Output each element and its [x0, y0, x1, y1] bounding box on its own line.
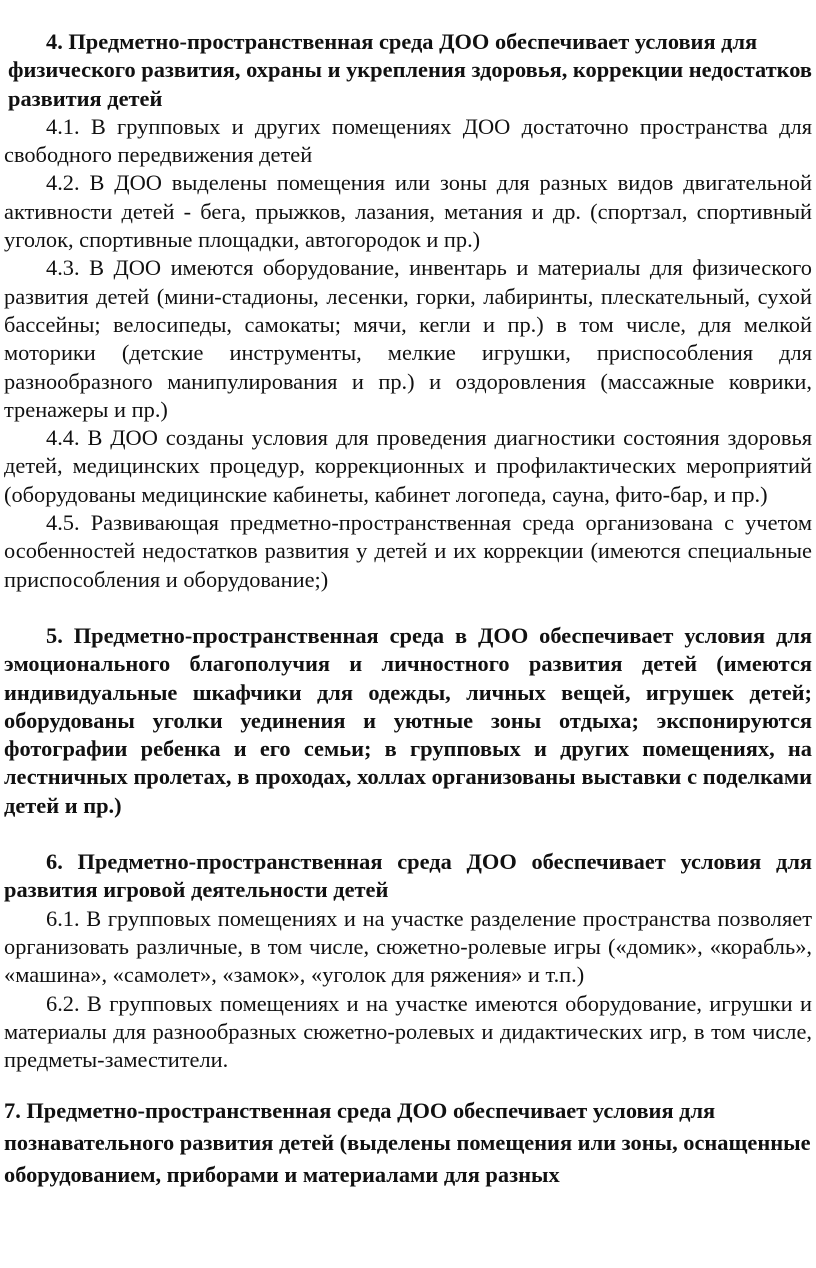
section-heading: 5. Предметно-пространственная среда в ДОО обеспечивает условия для эмоционального благополучия и личностного развития детей (имеются индивидуальные шкафчики для одежды, личных вещей, игрушек детей; оборудованы уголки уединения и уютные зоны отдыха; экспонируются фотографии ребенка и его семьи; в групповых и других помещениях, на лестничных пролетах, в проходах, холлах организованы выставки с поделками детей и пр.) — [4, 622, 812, 818]
section-7 — [4, 1095, 812, 1191]
paragraph-4-5: 4.5. Развивающая предметно-пространственная среда организована с учетом особенностей недостатков развития у детей и их коррекции (имеются специальные приспособления и оборудование;) — [4, 510, 812, 592]
section-heading: 7. Предметно-пространственная среда ДОО обеспечивает условия для познавательного развития детей (выделены помещения или зоны, оснащенные оборудованием, приборами и материалами для разных — [4, 1098, 811, 1188]
section-heading: 6. Предметно-пространственная среда ДОО обеспечивает условия для развития игровой деятельности детей — [4, 849, 812, 903]
section-4 — [4, 28, 812, 594]
section-6 — [4, 848, 812, 1074]
paragraph-4-1: 4.1. В групповых и других помещениях ДОО достаточно пространства для свободного передвижения детей — [4, 113, 812, 168]
paragraph-4-2: 4.2. В ДОО выделены помещения или зоны для разных видов двигательной активности детей - бега, прыжков, лазания, метания и др. (спортзал, спортивный уголок, спортивные площадки, автогородок и пр.) — [4, 170, 812, 253]
section-heading: 4. Предметно-пространственная среда ДОО обеспечивает условия для физического развития, охраны и укрепления здоровья, коррекции недостатков развития детей — [8, 29, 812, 111]
paragraph-4-3: 4.3. В ДОО имеются оборудование, инвентарь и материалы для физического развития детей (мини-стадионы, лесенки, горки, лабиринты, плескательный, сухой бассейны; велосипеды, самокаты; мячи, кегли и пр.) в том числе, для мелкой моторики (детские инструменты, мелкие игрушки, приспособления для разнообразного манипулирования и пр.) и оздоровления (массажные коврики, тренажеры и пр.) — [4, 255, 812, 422]
paragraph-6-1: 6.1. В групповых помещениях и на участке разделение пространства позволяет организовать различные, в том числе, сюжетно-ролевые игры («домик», «корабль», «машина», «самолет», «замок», «уголок для ряжения» и т.п.) — [4, 905, 812, 988]
spacer — [4, 820, 812, 848]
paragraph-6-2: 6.2. В групповых помещениях и на участке имеются оборудование, игрушки и материалы для разнообразных сюжетно-ролевых и дидактических игр, в том числе, предметы-заместители. — [4, 990, 812, 1073]
section-5 — [4, 622, 812, 820]
paragraph-4-4: 4.4. В ДОО созданы условия для проведения диагностики состояния здоровья детей, медицинских процедур, коррекционных и профилактических мероприятий (оборудованы медицинские кабинеты, кабинет логопеда, сауна, фито-бар, и пр.) — [4, 425, 812, 507]
spacer — [4, 594, 812, 622]
spacer — [4, 1074, 812, 1095]
